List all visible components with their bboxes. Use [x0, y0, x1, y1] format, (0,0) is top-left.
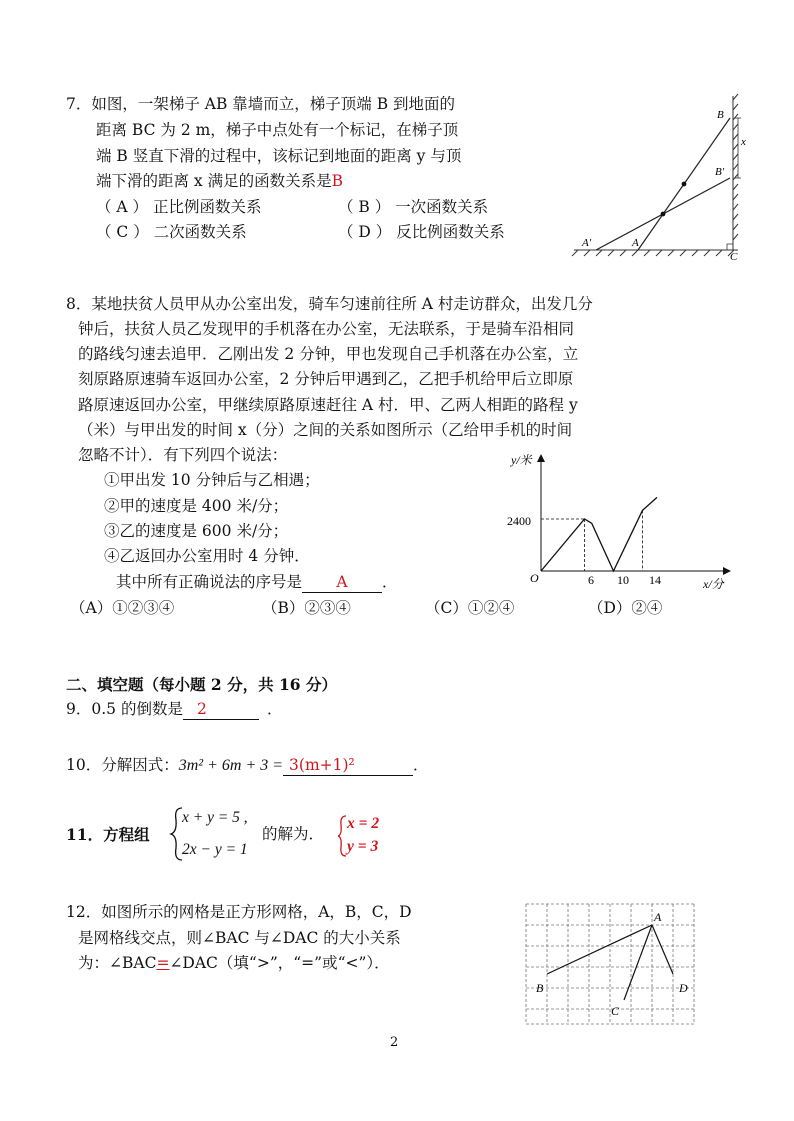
q7-line-1: 7．如图，一架梯子 AB 靠墙而立，梯子顶端 B 到地面的: [66, 95, 456, 113]
x-tick-10: 10: [617, 573, 629, 587]
distance-time-chart: [505, 450, 735, 600]
q12-line-1: 12．如图所示的网格是正方形网格，A，B，C，D: [66, 903, 412, 921]
x-tick-6: 6: [588, 573, 594, 587]
q10-answer: 3(m+1)²: [289, 756, 355, 774]
q12-line-3: [78, 951, 390, 976]
ladder-figure: [570, 90, 750, 263]
q7-option-b: （ B ） 一次函数关系: [338, 198, 489, 216]
q8-option-c: （C）①②④: [425, 599, 515, 617]
chart-series: [541, 497, 657, 571]
q9-answer: 2: [196, 700, 207, 718]
label-c: C: [611, 1004, 620, 1018]
q12-line-3-end: ∠DAC（填“>”，“=”或“<”）．: [169, 954, 390, 972]
x-axis-label: x/分: [703, 577, 724, 591]
q12-line-2: 是网格线交点，则∠BAC 与∠DAC 的大小关系: [78, 929, 401, 947]
q7-option-d: （ D ） 反比例函数关系: [338, 223, 505, 241]
q8-answer-blank: [302, 572, 382, 593]
q8-option-b: （B）②③④: [262, 599, 351, 617]
label-x: x: [741, 136, 746, 148]
q8-line-3: 的路线匀速去追甲．乙刚出发 2 分钟，甲也发现自己手机落在办公室，立: [78, 345, 579, 363]
q7-line-4: [96, 169, 343, 194]
q8-line-1: 8．某地扶贫人员甲从办公室出发，骑车匀速前往所 A 村走访群众，出发几分: [66, 295, 593, 313]
q12-answer: =: [156, 954, 170, 972]
q10-text: 10．分解因式：: [66, 756, 179, 774]
q7-line-2: 距离 BC 为 2 m，梯子中点处有一个标记，在梯子顶: [96, 121, 459, 139]
y-axis-label: y/米: [511, 453, 532, 467]
origin-label: O: [530, 571, 539, 585]
section2-title: 二、填空题（每小题 2 分，共 16 分）: [66, 675, 337, 694]
q11-label: 11．方程组: [66, 825, 150, 844]
q8-option-d: （D）②④: [588, 599, 663, 617]
label-c: C: [730, 251, 738, 263]
q7-line-4-text: 端下滑的距离 x 满足的函数关系是: [96, 172, 332, 190]
label-b-prime: B′: [715, 166, 725, 178]
q8-prompt: 其中所有正确说法的序号是: [116, 573, 303, 591]
q7-option-c: （ C ） 二次函数关系: [96, 223, 247, 241]
q11-answer-brace: [337, 814, 347, 858]
q9-answer-blank: [183, 699, 259, 720]
label-d: D: [679, 981, 688, 995]
y-tick-2400: 2400: [507, 514, 531, 528]
label-b: B: [536, 981, 544, 995]
distance-line: [541, 497, 657, 571]
q8-answer: A: [336, 573, 348, 591]
q10-answer-blank: [283, 755, 413, 776]
page-number: 2: [390, 1035, 399, 1050]
q8-line-2: 钟后，扶贫人员乙发现甲的手机落在办公室，无法联系，于是骑车沿相同: [78, 320, 575, 338]
q11-equation-1: x + y = 5 ,: [182, 809, 248, 826]
q8-statement-3: ③乙的速度是 600 米/分；: [104, 522, 289, 540]
q8-prompt-line: 其中所有正确说法的序号是 A ．: [116, 573, 398, 591]
q11-answer-2: y = 3: [347, 838, 379, 855]
q10-expression: 3m² + 6m + 3 =: [178, 757, 284, 774]
q8-option-a: （A）①②③④: [70, 599, 175, 617]
chart-guides: [541, 510, 643, 571]
q8-line-4: 刻原路原速骑车返回办公室，2 分钟后甲遇到乙，乙把手机给甲后立即原: [78, 370, 574, 388]
q8-statement-4: ④乙返回办公室用时 4 分钟．: [104, 547, 310, 565]
q7-answer: B: [331, 172, 343, 190]
q9: [66, 697, 282, 722]
q10-end: ．: [413, 756, 429, 774]
label-a-prime: A′: [582, 237, 592, 249]
x-tick-14: 14: [649, 573, 661, 587]
q8-line-7: 忽略不计）．有下列四个说法：: [78, 446, 288, 464]
label-b: B: [717, 109, 724, 121]
q9-end: ．: [266, 700, 283, 718]
q9-text: 9．0.5 的倒数是: [66, 700, 183, 718]
grid-figure: [522, 900, 712, 1030]
q8-line-6: （米）与甲出发的时间 x（分）之间的关系如图所示（乙给甲手机的时间: [78, 421, 573, 439]
q10: [66, 753, 429, 778]
label-a: A: [632, 237, 639, 249]
q11-suffix: 的解为．: [262, 825, 325, 843]
q8-statement-2: ②甲的速度是 400 米/分；: [104, 497, 289, 515]
q7-option-a: （ A ） 正比例函数关系: [96, 198, 262, 216]
q7-line-3: 端 B 竖直下滑的过程中，该标记到地面的距离 y 与顶: [96, 147, 462, 165]
label-a: A: [654, 910, 662, 924]
q8-line-5: 路原速返回办公室，甲继续原路原速赶往 A 村．甲、乙两人相距的路程 y: [78, 396, 578, 414]
q12-line-3-start: 为：∠BAC: [78, 954, 157, 972]
q8-statement-1: ①甲出发 10 分钟后与乙相遇；: [104, 471, 320, 489]
q11-answer-1: x = 2: [347, 815, 380, 832]
q11-equation-2: 2x − y = 1: [182, 841, 248, 858]
